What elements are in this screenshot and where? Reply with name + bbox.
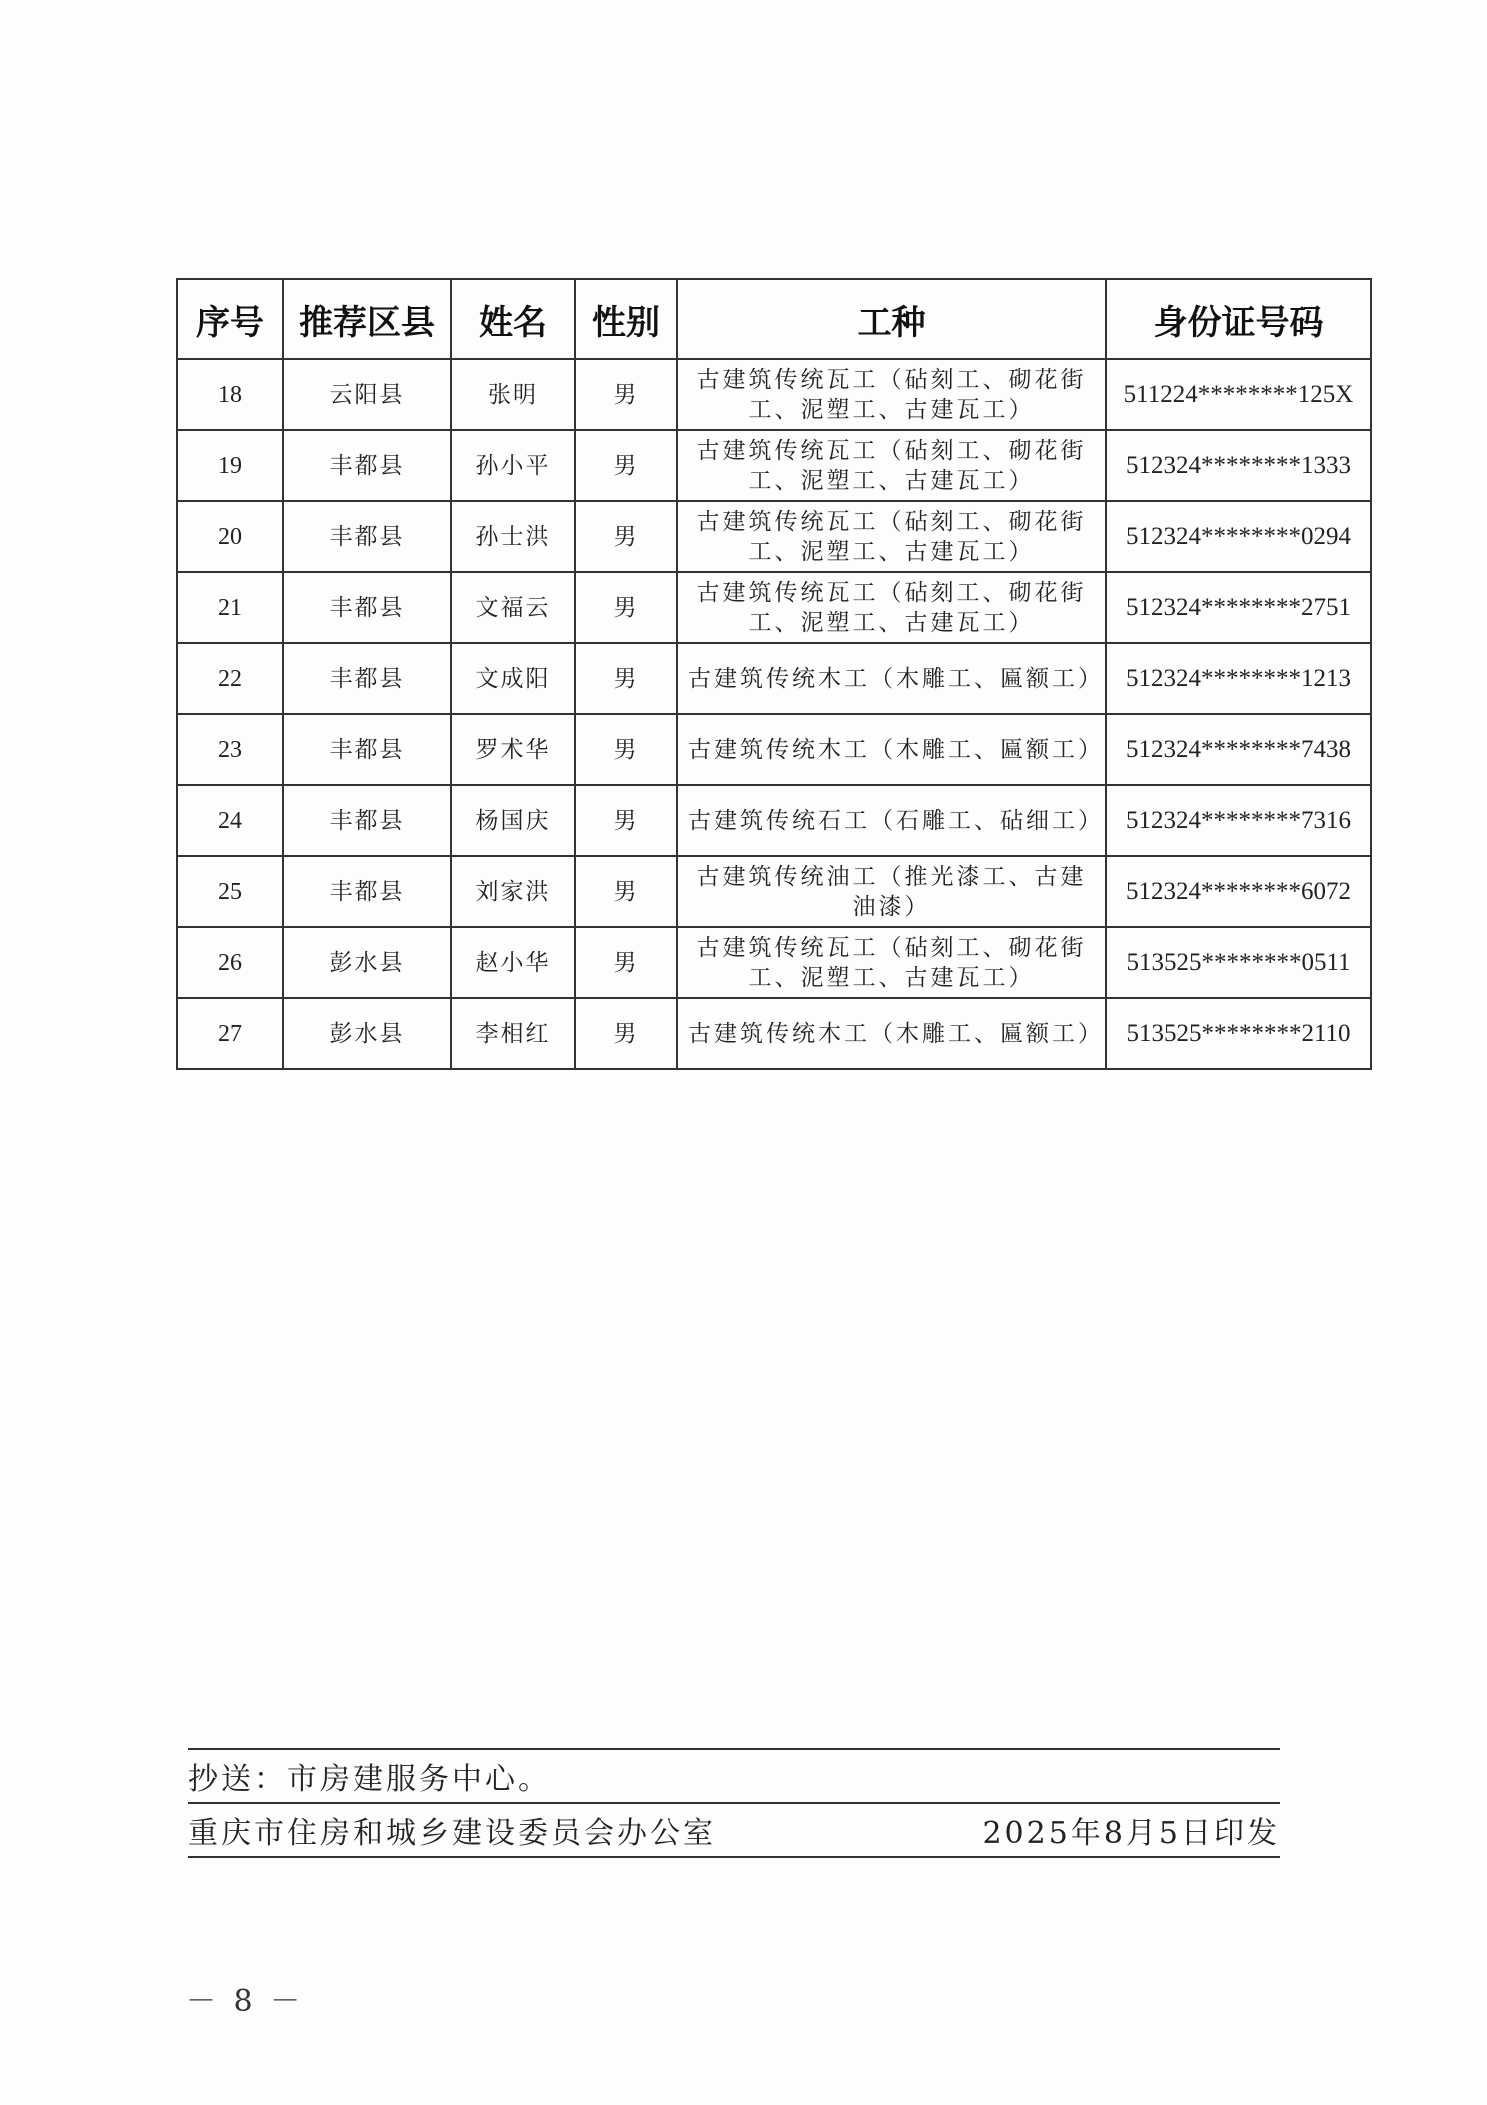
cell-trade: 古建筑传统油工（推光漆工、古建油漆） — [677, 856, 1106, 927]
cell-id-number: 512324********1213 — [1106, 643, 1371, 714]
cell-name: 张明 — [451, 359, 575, 430]
recommendation-table-wrap — [176, 278, 1370, 1070]
cell-trade: 古建筑传统瓦工（砧刻工、砌花街工、泥塑工、古建瓦工） — [677, 430, 1106, 501]
cell-county: 云阳县 — [283, 359, 451, 430]
footer-rule-bottom — [188, 1856, 1280, 1858]
cell-name: 罗术华 — [451, 714, 575, 785]
cell-gender: 男 — [575, 572, 677, 643]
cell-id-number: 513525********0511 — [1106, 927, 1371, 998]
cell-trade: 古建筑传统木工（木雕工、匾额工） — [677, 714, 1106, 785]
table-row — [177, 927, 1371, 998]
cell-serial: 26 — [177, 927, 283, 998]
footer-issue-date: 2025年8月5日印发 — [982, 1816, 1280, 1851]
cell-county: 丰都县 — [283, 643, 451, 714]
cell-county: 丰都县 — [283, 856, 451, 927]
cell-serial: 21 — [177, 572, 283, 643]
cell-name: 赵小华 — [451, 927, 575, 998]
cell-id-number: 511224********125X — [1106, 359, 1371, 430]
cell-trade: 古建筑传统瓦工（砧刻工、砌花街工、泥塑工、古建瓦工） — [677, 572, 1106, 643]
cell-name: 李相红 — [451, 998, 575, 1069]
cell-gender: 男 — [575, 927, 677, 998]
table-row — [177, 572, 1371, 643]
header-gender: 性别 — [575, 279, 677, 359]
cell-trade: 古建筑传统木工（木雕工、匾额工） — [677, 998, 1106, 1069]
cell-name: 孙士洪 — [451, 501, 575, 572]
table-header-row — [177, 279, 1371, 359]
cell-trade: 古建筑传统瓦工（砧刻工、砌花街工、泥塑工、古建瓦工） — [677, 501, 1106, 572]
header-county: 推荐区县 — [283, 279, 451, 359]
cell-id-number: 512324********6072 — [1106, 856, 1371, 927]
cell-county: 彭水县 — [283, 998, 451, 1069]
cell-gender: 男 — [575, 359, 677, 430]
table-row — [177, 785, 1371, 856]
cell-gender: 男 — [575, 501, 677, 572]
cell-name: 杨国庆 — [451, 785, 575, 856]
footer-cc: 抄送：市房建服务中心。 — [188, 1762, 551, 1797]
header-serial: 序号 — [177, 279, 283, 359]
cell-name: 刘家洪 — [451, 856, 575, 927]
cell-serial: 27 — [177, 998, 283, 1069]
cell-gender: 男 — [575, 714, 677, 785]
cell-serial: 20 — [177, 501, 283, 572]
cell-trade: 古建筑传统石工（石雕工、砧细工） — [677, 785, 1106, 856]
cell-gender: 男 — [575, 785, 677, 856]
cell-id-number: 512324********7438 — [1106, 714, 1371, 785]
cell-serial: 24 — [177, 785, 283, 856]
cell-county: 丰都县 — [283, 430, 451, 501]
cell-serial: 18 — [177, 359, 283, 430]
cell-trade: 古建筑传统木工（木雕工、匾额工） — [677, 643, 1106, 714]
header-name: 姓名 — [451, 279, 575, 359]
cell-name: 文福云 — [451, 572, 575, 643]
footer-issuer: 重庆市住房和城乡建设委员会办公室 — [188, 1816, 716, 1851]
table-row — [177, 856, 1371, 927]
cell-id-number: 512324********2751 — [1106, 572, 1371, 643]
cell-trade: 古建筑传统瓦工（砧刻工、砌花街工、泥塑工、古建瓦工） — [677, 927, 1106, 998]
footer-cc-row — [188, 1750, 1280, 1802]
header-id-number: 身份证号码 — [1106, 279, 1371, 359]
table-row — [177, 714, 1371, 785]
cell-name: 文成阳 — [451, 643, 575, 714]
table-row — [177, 501, 1371, 572]
footer-issuer-row — [188, 1804, 1280, 1856]
cell-id-number: 513525********2110 — [1106, 998, 1371, 1069]
cell-id-number: 512324********1333 — [1106, 430, 1371, 501]
cell-serial: 19 — [177, 430, 283, 501]
cell-name: 孙小平 — [451, 430, 575, 501]
recommendation-table — [176, 278, 1372, 1070]
cell-county: 彭水县 — [283, 927, 451, 998]
cell-serial: 25 — [177, 856, 283, 927]
cell-serial: 23 — [177, 714, 283, 785]
cell-trade: 古建筑传统瓦工（砧刻工、砌花街工、泥塑工、古建瓦工） — [677, 359, 1106, 430]
cell-county: 丰都县 — [283, 714, 451, 785]
table-row — [177, 359, 1371, 430]
cell-id-number: 512324********7316 — [1106, 785, 1371, 856]
cell-county: 丰都县 — [283, 501, 451, 572]
header-trade: 工种 — [677, 279, 1106, 359]
cell-gender: 男 — [575, 643, 677, 714]
cell-gender: 男 — [575, 856, 677, 927]
document-footer — [188, 1748, 1280, 1858]
cell-county: 丰都县 — [283, 572, 451, 643]
cell-gender: 男 — [575, 998, 677, 1069]
cell-id-number: 512324********0294 — [1106, 501, 1371, 572]
table-row — [177, 643, 1371, 714]
cell-county: 丰都县 — [283, 785, 451, 856]
table-row — [177, 998, 1371, 1069]
page-number: － 8 － — [186, 1984, 305, 2019]
cell-gender: 男 — [575, 430, 677, 501]
table-row — [177, 430, 1371, 501]
cell-serial: 22 — [177, 643, 283, 714]
